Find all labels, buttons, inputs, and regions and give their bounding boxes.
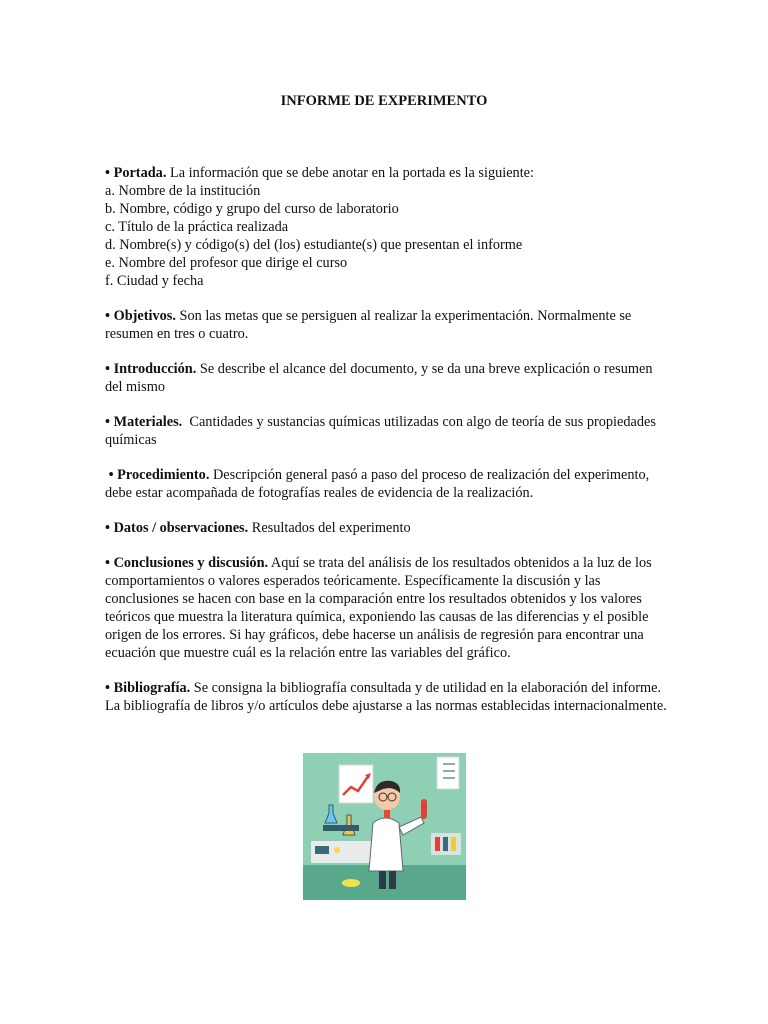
list-item: c. Título de la práctica realizada (105, 219, 289, 235)
lab-coat-shape (369, 818, 403, 871)
scientist-lab-illustration (303, 753, 466, 900)
section-text: Descripción general pasó a paso del proceso de realización del experimento, debe estar acompañada de fotografías reales de evidencia de la realización. (105, 467, 650, 501)
section-heading: • Datos / observaciones. (105, 520, 249, 536)
section-paragraph (105, 466, 670, 502)
lab-device-shape (315, 846, 329, 854)
list-item: b. Nombre, código y grupo del curso de laboratorio (105, 201, 399, 217)
section-heading: • Conclusiones y discusión. (105, 555, 269, 571)
section-paragraph (105, 554, 670, 662)
section-paragraph (105, 360, 670, 396)
section-introduccion (105, 360, 670, 396)
section-text: La información que se debe anotar en la portada es la siguiente: (166, 165, 534, 181)
section-text: Aquí se trata del análisis de los resultados obtenidos a la luz de los comportamientos o valores esperados teóricamente. Específicamente la discusión y las conclusiones se hacen con base en la comparación entre los resultados obtenidos y los valores teóricos que muestra la literatura química, exponiendo las causas de las diferencias y el posible origen de los errores. Si hay gráficos, debe hacerse un análisis de regresión para encontrar una ecuación que muestre cuál es la relación entre las variables del gráfico. (105, 555, 652, 661)
section-heading: • Introducción. (105, 361, 197, 377)
section-conclusiones (105, 554, 670, 662)
scientist-leg-shape (389, 871, 396, 889)
section-materiales (105, 413, 670, 449)
list-item: e. Nombre del profesor que dirige el curso (105, 255, 348, 271)
section-text: Son las metas que se persiguen al realizar la experimentación. Normalmente se resumen en tres o cuatro. (105, 308, 632, 342)
section-objetivos (105, 307, 670, 343)
list-item: f. Ciudad y fecha (105, 273, 204, 289)
section-bibliografia (105, 679, 670, 715)
section-text: Se describe el alcance del documento, y se da una breve explicación o resumen del mismo (105, 361, 653, 395)
list-item: a. Nombre de la institución (105, 183, 261, 199)
spill-shape (342, 879, 360, 887)
section-heading: • Portada. (105, 165, 167, 181)
scientist-leg-shape (379, 871, 386, 889)
vial-shape (435, 837, 440, 851)
section-heading: • Procedimiento. (105, 467, 210, 483)
section-heading: • Bibliografía. (105, 680, 191, 696)
section-paragraph (105, 307, 670, 343)
section-datos (105, 519, 670, 537)
section-paragraph (105, 679, 670, 715)
wall-chart-icon (339, 765, 373, 803)
section-portada (105, 164, 670, 290)
section-text: Cantidades y sustancias químicas utilizadas con algo de teoría de sus propiedades químicas (105, 414, 660, 448)
section-paragraph (105, 413, 670, 449)
lab-indicator-shape (334, 847, 340, 853)
flask-stand-shape (323, 825, 359, 831)
vial-shape (451, 837, 456, 851)
section-procedimiento (105, 466, 670, 502)
test-tube-icon (421, 799, 427, 819)
section-heading: • Materiales. (105, 414, 183, 430)
document-body (105, 164, 670, 732)
section-paragraph (105, 519, 670, 537)
scientist-tie-shape (384, 810, 390, 818)
section-paragraph (105, 164, 670, 182)
section-heading: • Objetivos. (105, 308, 176, 324)
vial-shape (443, 837, 448, 851)
document-title: INFORME DE EXPERIMENTO (280, 93, 488, 109)
section-text: Se consigna la bibliografía consultada y de utilidad en la elaboración del informe. La bibliografía de libros y/o artículos debe ajustarse a las normas establecidas internacionalmente. (105, 680, 667, 714)
section-text: Resultados del experimento (248, 520, 411, 536)
list-item: d. Nombre(s) y código(s) del (los) estudiante(s) que presentan el informe (105, 237, 523, 253)
checklist-icon (437, 757, 459, 789)
